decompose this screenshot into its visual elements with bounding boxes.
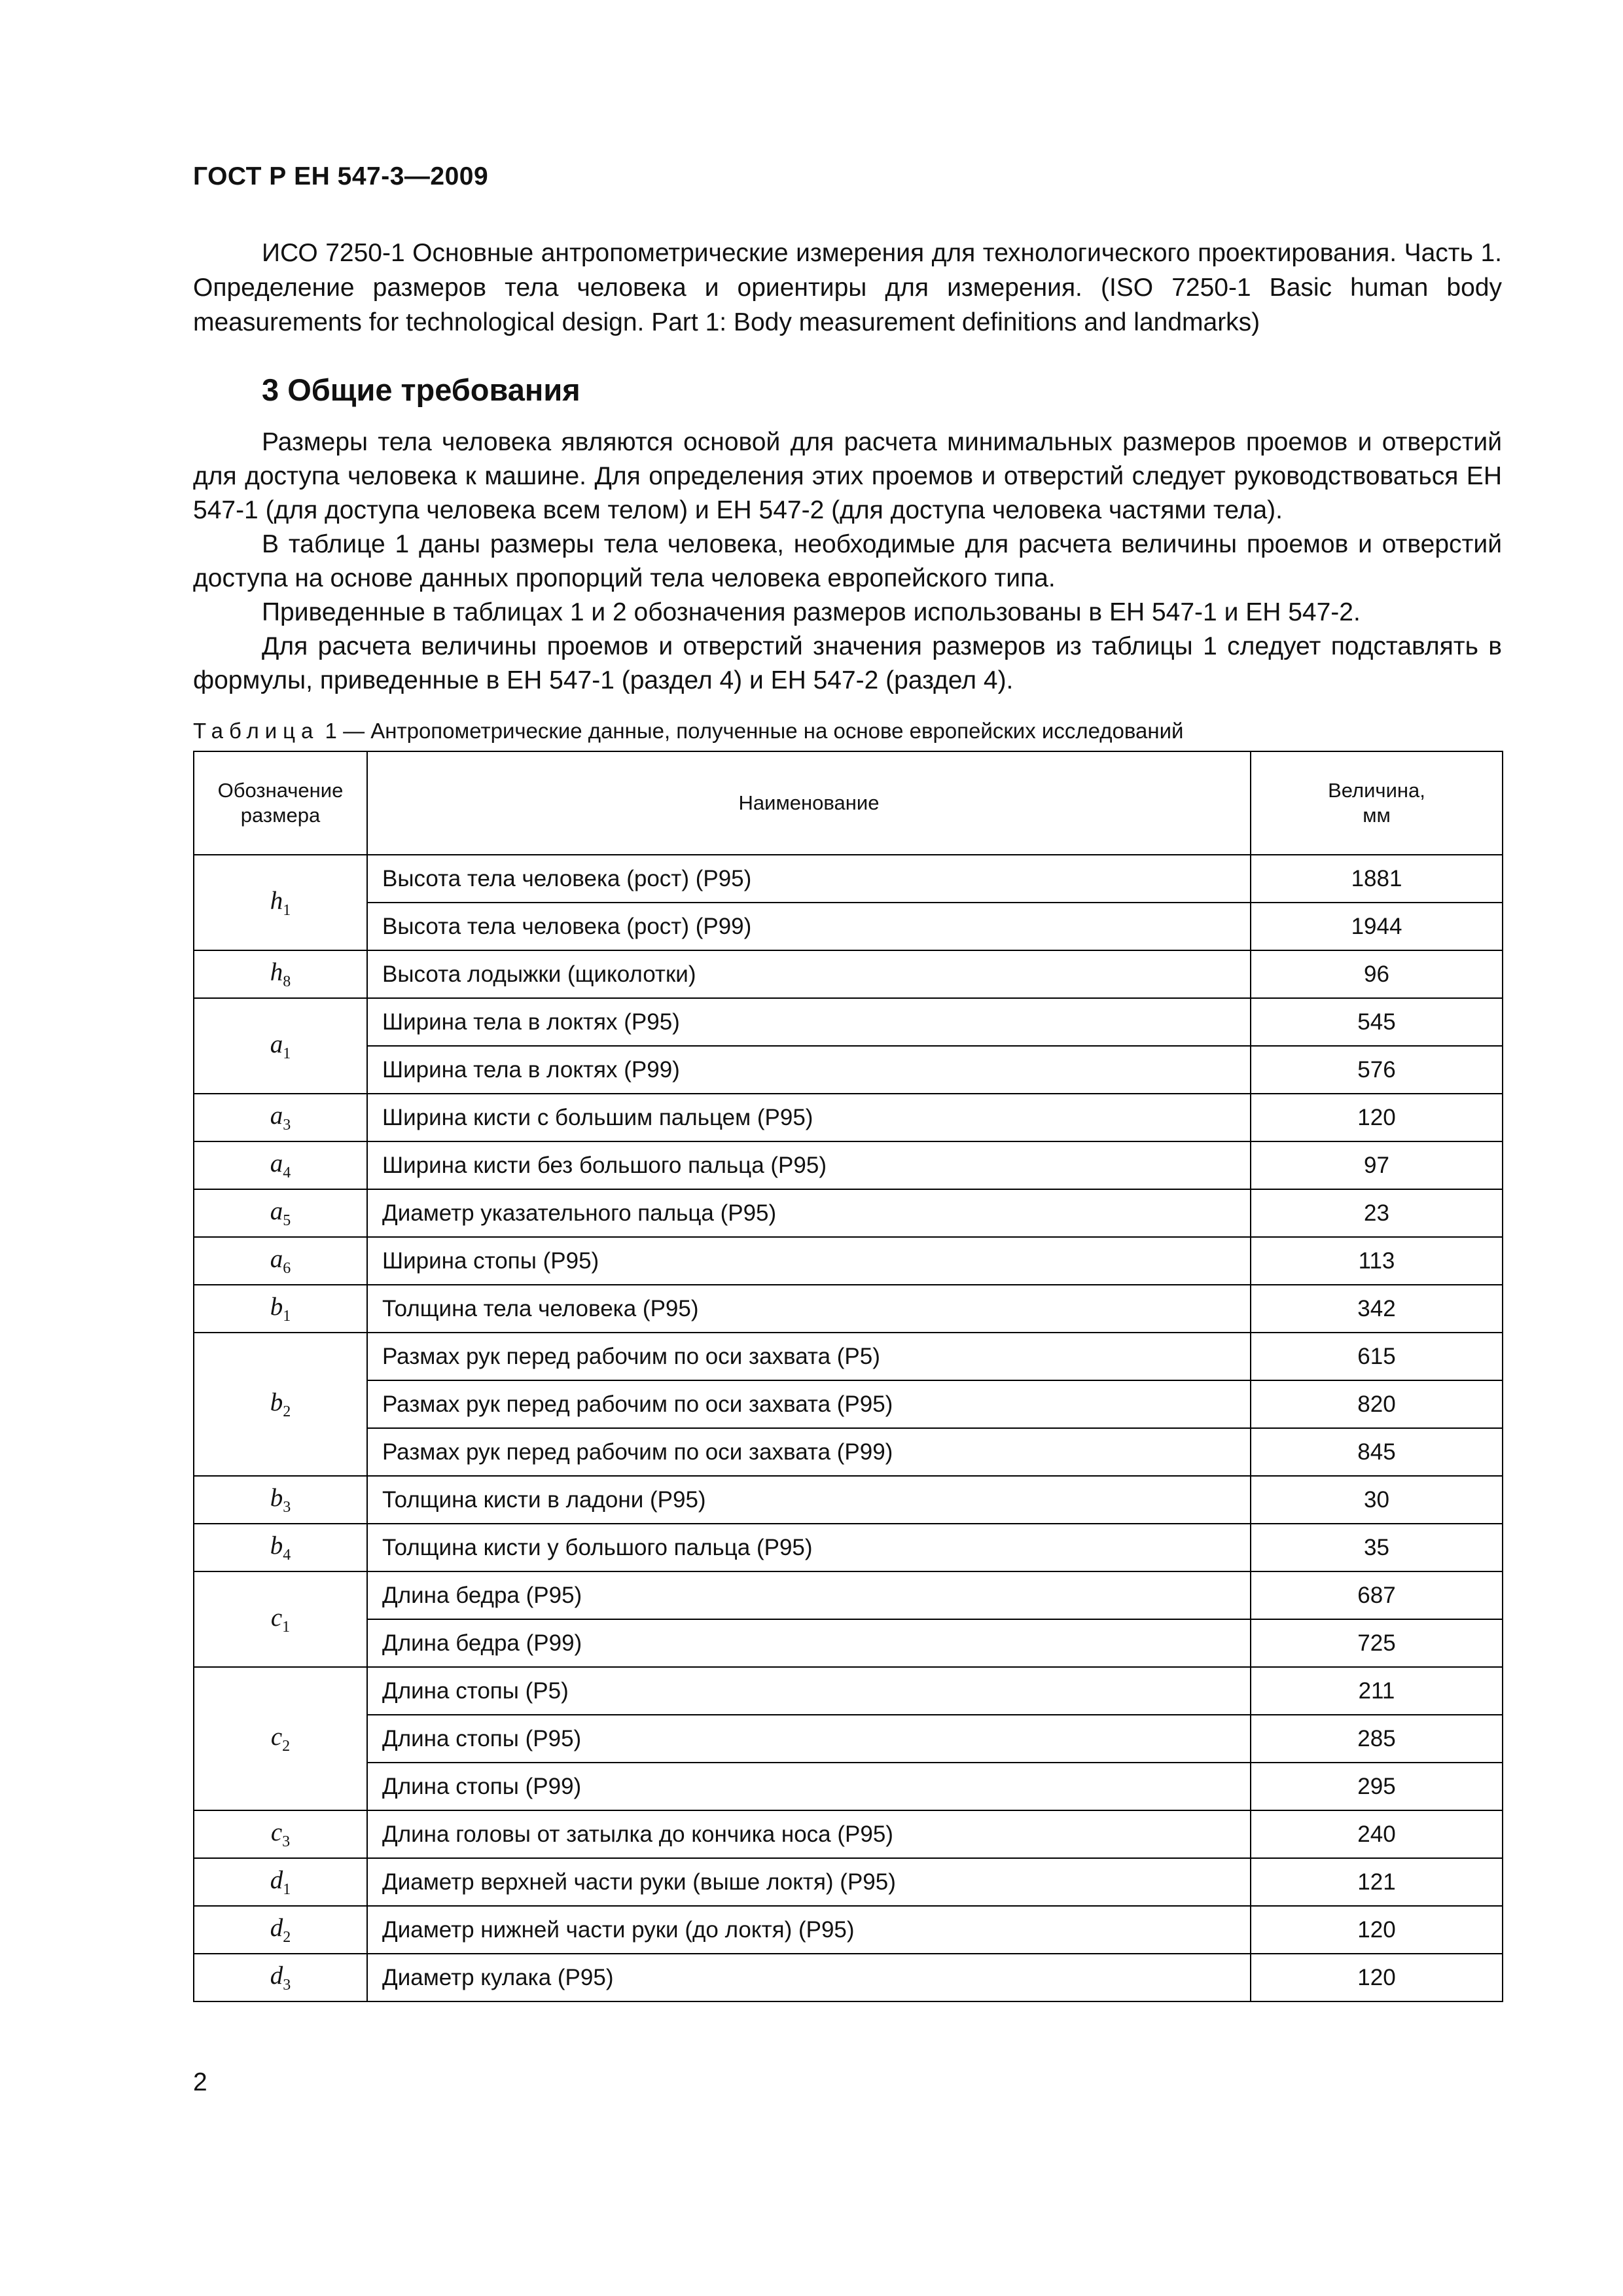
size-code bbox=[194, 1476, 367, 1524]
size-code-letter: d bbox=[270, 1866, 283, 1895]
table-body bbox=[194, 855, 1503, 2001]
size-code-index: 4 bbox=[283, 1546, 291, 1564]
measurement-value: 121 bbox=[1251, 1858, 1503, 1906]
size-code bbox=[194, 1524, 367, 1571]
table-row bbox=[194, 1380, 1503, 1428]
size-code-index: 8 bbox=[283, 973, 291, 990]
size-code-letter: h bbox=[270, 886, 283, 915]
measurement-name: Ширина тела в локтях (P99) bbox=[367, 1046, 1251, 1094]
measurement-value: 342 bbox=[1251, 1285, 1503, 1333]
table-header-row bbox=[194, 751, 1503, 855]
size-code-letter: c bbox=[270, 1818, 283, 1847]
measurement-value: 240 bbox=[1251, 1810, 1503, 1858]
measurement-name: Высота тела человека (рост) (P95) bbox=[367, 855, 1251, 903]
size-code-letter: c bbox=[270, 1723, 283, 1751]
measurement-value: 1881 bbox=[1251, 855, 1503, 903]
size-code bbox=[194, 1810, 367, 1858]
header-value-line2: мм bbox=[1363, 804, 1391, 827]
table-row bbox=[194, 1333, 1503, 1380]
measurement-value: 1944 bbox=[1251, 903, 1503, 950]
size-code bbox=[194, 998, 367, 1094]
table-row bbox=[194, 1285, 1503, 1333]
measurement-name: Длина головы от затылка до кончика носа (P95) bbox=[367, 1810, 1251, 1858]
size-code-index: 1 bbox=[283, 1045, 291, 1062]
table-row bbox=[194, 1667, 1503, 1715]
measurement-value: 820 bbox=[1251, 1380, 1503, 1428]
measurement-value: 615 bbox=[1251, 1333, 1503, 1380]
measurement-value: 120 bbox=[1251, 1906, 1503, 1954]
size-code-letter: d bbox=[270, 1962, 283, 1990]
size-code-index: 1 bbox=[282, 1618, 291, 1636]
size-code-letter: h bbox=[270, 958, 283, 987]
measurement-value: 545 bbox=[1251, 998, 1503, 1046]
size-code-index: 3 bbox=[283, 1498, 291, 1516]
table-row bbox=[194, 903, 1503, 950]
header-code-line2: размера bbox=[240, 804, 321, 827]
section-body bbox=[193, 425, 1502, 698]
table-caption-label: Таблица bbox=[193, 719, 319, 743]
header-value-line1: Величина, bbox=[1328, 779, 1425, 802]
measurement-value: 211 bbox=[1251, 1667, 1503, 1715]
table-row bbox=[194, 1763, 1503, 1810]
measurement-name: Размах рук перед рабочим по оси захвата (P5) bbox=[367, 1333, 1251, 1380]
size-code-index: 1 bbox=[283, 1307, 291, 1325]
size-code bbox=[194, 1954, 367, 2001]
table-row bbox=[194, 950, 1503, 998]
measurement-value: 96 bbox=[1251, 950, 1503, 998]
size-code-letter: b bbox=[270, 1532, 283, 1560]
table-row bbox=[194, 1094, 1503, 1141]
measurement-name: Длина бедра (P95) bbox=[367, 1571, 1251, 1619]
measurement-name: Диаметр нижней части руки (до локтя) (P95) bbox=[367, 1906, 1251, 1954]
measurement-name: Длина стопы (P95) bbox=[367, 1715, 1251, 1763]
size-code bbox=[194, 1667, 367, 1810]
measurement-name: Длина стопы (P99) bbox=[367, 1763, 1251, 1810]
size-code-index: 3 bbox=[282, 1833, 291, 1850]
measurement-value: 687 bbox=[1251, 1571, 1503, 1619]
reference-paragraph: ИСО 7250-1 Основные антропометрические измерения для технологического проектирования. Часть 1. Определение размеров тела человека и ориентиры для измерения. (ISO 7250-1 Basic human body measurements for technological design. Part 1: Body measurement definitions and landmarks) bbox=[193, 239, 1502, 336]
size-code-index: 2 bbox=[283, 1928, 291, 1946]
size-code-index: 6 bbox=[283, 1259, 291, 1277]
size-code-letter: b bbox=[270, 1293, 283, 1321]
table-row bbox=[194, 1237, 1503, 1285]
size-code-letter: b bbox=[270, 1484, 283, 1513]
measurement-value: 23 bbox=[1251, 1189, 1503, 1237]
table-row bbox=[194, 1428, 1503, 1476]
table-row bbox=[194, 1141, 1503, 1189]
size-code bbox=[194, 1333, 367, 1476]
size-code-letter: b bbox=[270, 1388, 283, 1417]
size-code-letter: a bbox=[270, 1245, 283, 1274]
header-code-line1: Обозначение bbox=[217, 779, 344, 802]
size-code-index: 3 bbox=[283, 1116, 291, 1134]
anthropometric-table bbox=[193, 751, 1503, 2002]
table-row bbox=[194, 1046, 1503, 1094]
table-caption bbox=[193, 719, 1183, 744]
body-paragraph: Для расчета величины проемов и отверстий значения размеров из таблицы 1 следует подставлять в формулы, приведенные в ЕН 547-1 (раздел 4) и ЕН 547-2 (раздел 4). bbox=[193, 632, 1502, 694]
measurement-name: Толщина тела человека (P95) bbox=[367, 1285, 1251, 1333]
table-caption-text: 1 — Антропометрические данные, полученные на основе европейских исследований bbox=[319, 719, 1184, 743]
measurement-value: 35 bbox=[1251, 1524, 1503, 1571]
size-code-letter: d bbox=[270, 1914, 283, 1943]
size-code-letter: a bbox=[270, 1149, 283, 1178]
measurement-value: 97 bbox=[1251, 1141, 1503, 1189]
table-row bbox=[194, 1476, 1503, 1524]
header-name: Наименование bbox=[367, 751, 1251, 855]
size-code bbox=[194, 1237, 367, 1285]
page-number: 2 bbox=[193, 2068, 207, 2096]
size-code bbox=[194, 1906, 367, 1954]
measurement-name: Высота лодыжки (щиколотки) bbox=[367, 950, 1251, 998]
size-code-index: 2 bbox=[282, 1737, 291, 1755]
table-row bbox=[194, 1954, 1503, 2001]
body-paragraph: Размеры тела человека являются основой для расчета минимальных размеров проемов и отверстий для доступа человека к машине. Для определения этих проемов и отверстий следует руководствоваться ЕН 547-1 (для доступа человека всем телом) и ЕН 547-2 (для доступа человека частями тела). bbox=[193, 428, 1502, 524]
header-value bbox=[1251, 751, 1503, 855]
size-code bbox=[194, 950, 367, 998]
table-row bbox=[194, 1571, 1503, 1619]
measurement-value: 845 bbox=[1251, 1428, 1503, 1476]
measurement-value: 285 bbox=[1251, 1715, 1503, 1763]
measurement-value: 113 bbox=[1251, 1237, 1503, 1285]
size-code bbox=[194, 855, 367, 950]
measurement-name: Ширина тела в локтях (P95) bbox=[367, 998, 1251, 1046]
measurement-value: 725 bbox=[1251, 1619, 1503, 1667]
size-code bbox=[194, 1285, 367, 1333]
measurement-name: Толщина кисти у большого пальца (P95) bbox=[367, 1524, 1251, 1571]
size-code bbox=[194, 1189, 367, 1237]
size-code-index: 2 bbox=[283, 1403, 291, 1420]
measurement-name: Ширина стопы (P95) bbox=[367, 1237, 1251, 1285]
measurement-name: Ширина кисти с большим пальцем (P95) bbox=[367, 1094, 1251, 1141]
measurement-name: Диаметр кулака (P95) bbox=[367, 1954, 1251, 2001]
size-code-index: 4 bbox=[283, 1164, 291, 1181]
measurement-value: 295 bbox=[1251, 1763, 1503, 1810]
measurement-name: Толщина кисти в ладони (P95) bbox=[367, 1476, 1251, 1524]
size-code-index: 1 bbox=[283, 1880, 291, 1898]
measurement-name: Размах рук перед рабочим по оси захвата (P95) bbox=[367, 1380, 1251, 1428]
table-row bbox=[194, 1189, 1503, 1237]
measurement-name: Диаметр верхней части руки (выше локтя) (P95) bbox=[367, 1858, 1251, 1906]
size-code bbox=[194, 1141, 367, 1189]
measurement-value: 120 bbox=[1251, 1954, 1503, 2001]
size-code-index: 3 bbox=[283, 1976, 291, 1994]
measurement-name: Размах рук перед рабочим по оси захвата (P99) bbox=[367, 1428, 1251, 1476]
table-row bbox=[194, 1715, 1503, 1763]
size-code bbox=[194, 1571, 367, 1667]
measurement-value: 576 bbox=[1251, 1046, 1503, 1094]
size-code bbox=[194, 1094, 367, 1141]
size-code bbox=[194, 1858, 367, 1906]
measurement-name: Высота тела человека (рост) (P99) bbox=[367, 903, 1251, 950]
measurement-name: Диаметр указательного пальца (P95) bbox=[367, 1189, 1251, 1237]
size-code-index: 5 bbox=[283, 1211, 291, 1229]
measurement-value: 30 bbox=[1251, 1476, 1503, 1524]
table-row bbox=[194, 1810, 1503, 1858]
table-row bbox=[194, 998, 1503, 1046]
measurement-name: Длина стопы (P5) bbox=[367, 1667, 1251, 1715]
size-code-letter: a bbox=[270, 1102, 283, 1130]
size-code-index: 1 bbox=[283, 901, 291, 919]
table-row bbox=[194, 1619, 1503, 1667]
table-row bbox=[194, 1524, 1503, 1571]
table-row bbox=[194, 1858, 1503, 1906]
body-paragraph: Приведенные в таблицах 1 и 2 обозначения размеров использованы в ЕН 547-1 и ЕН 547-2. bbox=[262, 598, 1361, 626]
header-code bbox=[194, 751, 367, 855]
size-code-letter: a bbox=[270, 1030, 283, 1058]
size-code-letter: c bbox=[270, 1603, 283, 1632]
table-row bbox=[194, 1906, 1503, 1954]
table-row bbox=[194, 855, 1503, 903]
section-title: 3 Общие требования bbox=[262, 372, 580, 407]
measurement-name: Ширина кисти без большого пальца (P95) bbox=[367, 1141, 1251, 1189]
measurement-name: Длина бедра (P99) bbox=[367, 1619, 1251, 1667]
body-paragraph: В таблице 1 даны размеры тела человека, необходимые для расчета величины проемов и отверстий доступа на основе данных пропорций тела человека европейского типа. bbox=[193, 530, 1502, 592]
document-header: ГОСТ Р ЕН 547-3—2009 bbox=[193, 162, 489, 190]
size-code-letter: a bbox=[270, 1197, 283, 1226]
measurement-value: 120 bbox=[1251, 1094, 1503, 1141]
